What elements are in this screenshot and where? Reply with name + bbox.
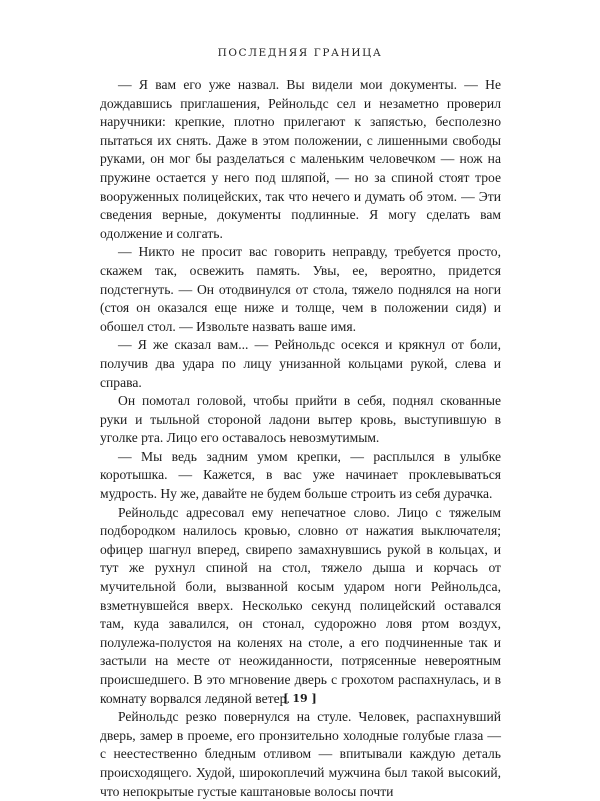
page-number: [ 19 ]: [283, 692, 317, 705]
paragraph: Рейнольдс резко повернулся на стуле. Человек, распахнувший дверь, замер в проеме, его пронзительно холодные голубые глаза — с неестественно бледным отливом — впитывали каждую деталь происходящего. Худой, широкоплечий мужчина был такой высокий, что непокрытые густые каштановые волосы почти: [100, 709, 501, 799]
paragraph: — Я вам его уже назвал. Вы видели мои документы. — Не дождавшись приглашения, Рейнольдс сел и незаметно проверил наручники: крепкие, плотно прилегают к запястью, бесполезно пытаться их снять. Даже в этом положении, с лишенными свободы руками, он мог бы разделаться с маленьким человечком — нож на пружине остается у него под шляпой, — но за спиной стоят трое вооруженных полицейских, так что нечего и думать об этом. — Эти сведения верные, документы подлинные. Я могу сделать вам одолжение и солгать.: [100, 77, 501, 241]
paragraph: — Мы ведь задним умом крепки, — расплылся в улыбке коротышка. — Кажется, в вас уже начинает проклевываться мудрость. Ну же, давайте не будем больше строить из себя дурачка.: [100, 448, 501, 502]
paragraph: — Никто не просит вас говорить неправду, требуется просто, скажем так, освежить память. Увы, ее, вероятно, придется подстегнуть. — Он отодвинулся от стола, тяжело поднялся на ноги (стоя он оказался еще ниже и толще, чем в положении сидя) и обошел стол. — Извольте назвать ваше имя.: [100, 244, 501, 334]
paragraph: Рейнольдс адресовал ему непечатное слово. Лицо с тяжелым подбородком налилось кровью, словно от нажатия выключателя; офицер шагнул вперед, свирепо замахнувшись рукой в кольцах, и тут же рухнул спиной на стол, тяжело дыша и корчась от мучительной боли, вызванной косым ударом ноги Рейнольдса, взметнувшейся вверх. Несколько секунд полицейский оставался там, куда завалился, он стонал, судорожно ловя ртом воздух, полулежа-полустоя на коленях на столе, а его подчиненные так и застыли на месте от неожиданности, потрясенные невероятным происшедшего. В это мгновение дверь с грохотом распахнулась, и в комнату ворвался ледяной ветер.: [100, 504, 501, 706]
paragraph: Он помотал головой, чтобы прийти в себя, поднял скованные руки и тыльной стороной ладони вытер кровь, выступившую в уголке рта. Лицо его оставалось невозмутимым.: [100, 393, 501, 446]
paragraph: — Я же сказал вам... — Рейнольдс осекся и крякнул от боли, получив два удара по лицу унизанной кольцами рукой, слева и справа.: [100, 337, 501, 390]
running-head: ПОСЛЕДНЯЯ ГРАНИЦА: [217, 47, 383, 59]
